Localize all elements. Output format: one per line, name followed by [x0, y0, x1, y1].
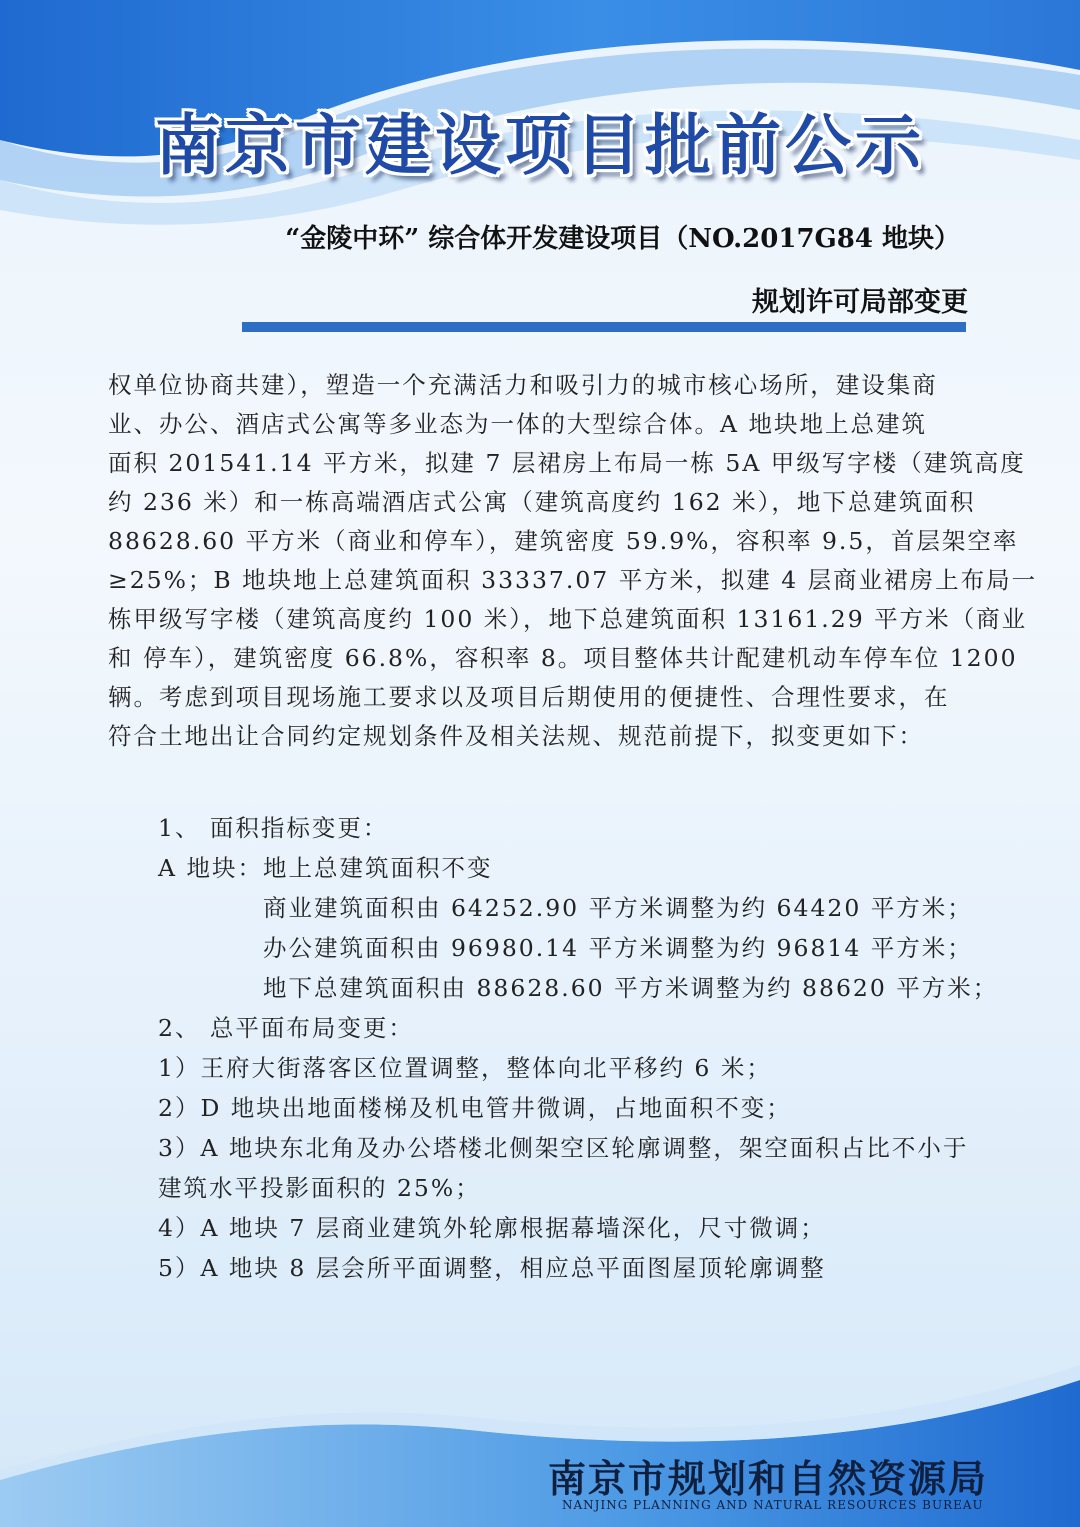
page-title: 南京市建设项目批前公示 [155, 107, 925, 184]
bureau-name: 南京市规划和自然资源局 [548, 1456, 989, 1501]
body-line: 符合土地出让合同约定规划条件及相关法规、规范前提下，拟变更如下： [108, 722, 924, 750]
project-subtitle: “金陵中环” 综合体开发建设项目（NO.2017G84 地块） [285, 224, 960, 254]
title-underline-bar [242, 322, 966, 332]
project-description [108, 366, 1038, 756]
section-1-block-a: A 地块：地上总建筑面积不变 [158, 854, 493, 882]
body-line: 和 停车），建筑密度 66.8%，容积率 8。项目整体共计配建机动车停车位 1200 [108, 644, 1018, 672]
area-change-item: 办公建筑面积由 96980.14 平方米调整为约 96814 平方米； [263, 934, 973, 962]
body-line: 辆。考虑到项目现场施工要求以及项目后期使用的便捷性、合理性要求，在 [108, 683, 950, 711]
area-change-item: 商业建筑面积由 64252.90 平方米调整为约 64420 平方米； [263, 894, 973, 922]
bureau-name-english: NANJING PLANNING AND NATURAL RESOURCES BUREAU [562, 1498, 984, 1512]
permit-change-label: 规划许可局部变更 [752, 287, 968, 318]
body-line: 88628.60 平方米（商业和停车），建筑密度 59.9%，容积率 9.5，首层架空率 [108, 527, 1019, 555]
body-line: 业、办公、酒店式公寓等多业态为一体的大型综合体。A 地块地上总建筑 [108, 410, 927, 438]
layout-change-item: 4）A 地块 7 层商业建筑外轮廓根据幕墙深化，尺寸微调； [158, 1214, 826, 1242]
body-line: 权单位协商共建），塑造一个充满活力和吸引力的城市核心场所，建设集商 [108, 371, 938, 399]
layout-change-item-continued: 建筑水平投影面积的 25%； [158, 1174, 481, 1202]
body-line: 约 236 米）和一栋高端酒店式公寓（建筑高度约 162 米），地下总建筑面积 [108, 488, 976, 516]
body-line: 面积 201541.14 平方米，拟建 7 层裙房上布局一栋 5A 甲级写字楼（建筑高度 [108, 449, 1026, 477]
body-line: 栋甲级写字楼（建筑高度约 100 米），地下总建筑面积 13161.29 平方米（商业 [108, 605, 1028, 633]
layout-change-item: 5）A 地块 8 层会所平面调整，相应总平面图屋顶轮廓调整 [158, 1254, 826, 1282]
section-2-title: 2、 总平面布局变更： [158, 1014, 414, 1042]
section-1-title: 1、 面积指标变更： [158, 814, 389, 842]
layout-change-item: 1）王府大街落客区位置调整，整体向北平移约 6 米； [158, 1054, 772, 1082]
area-change-item: 地下总建筑面积由 88628.60 平方米调整为约 88620 平方米； [263, 974, 999, 1002]
layout-change-item: 2）D 地块出地面楼梯及机电管井微调，占地面积不变； [158, 1094, 792, 1122]
body-line: ≥25%；B 地块地上总建筑面积 33337.07 平方米，拟建 4 层商业裙房上布局一 [108, 566, 1038, 594]
change-list [158, 808, 1018, 1288]
layout-change-item: 3）A 地块东北角及办公塔楼北侧架空区轮廓调整，架空面积占比不小于 [158, 1134, 969, 1162]
